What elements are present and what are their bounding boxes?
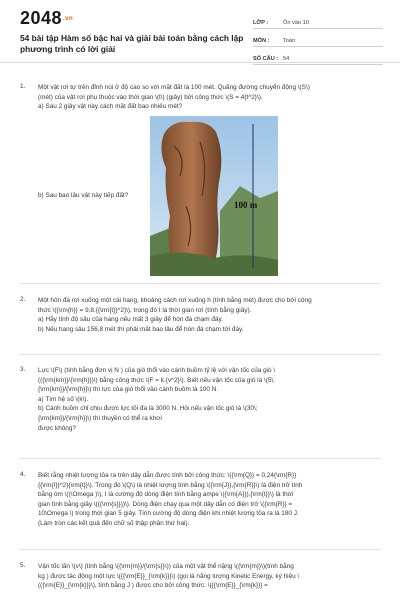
- question-line: gian tính bằng giây \(({\rm{s}}))\). Dòng điện chạy qua một dây dẫn có điện trở \({\rm{R}} =: [38, 500, 293, 508]
- question-1-part-b: b) Sau bao lâu vật này tiếp đất?: [38, 192, 129, 199]
- question-4-text: [38, 471, 383, 529]
- question-divider: [20, 354, 380, 355]
- question-line: Lực \(F\) (tính bằng đơn vị N ) của gió thổi vào cánh buồm tỷ lệ với vận tốc của gió \: [38, 367, 276, 374]
- question-divider: [20, 283, 380, 284]
- question-5-text: [38, 562, 383, 591]
- meta-subject-label: MÔN :: [253, 38, 270, 44]
- brand-name: 2048: [20, 8, 63, 28]
- meta-subject-value: Toán: [283, 38, 296, 44]
- question-line: kg ) được tác động một lực \({{\rm{E}}_{\rm{k}}}\) (gọi là năng lượng Kinetic Energy, ký hiệu \: [38, 572, 300, 580]
- document-title: 54 bài tập Hàm số bậc hai và giải bài toán bằng cách lập phương trình có lời giải: [20, 33, 244, 54]
- question-line: (({\rm{E}}_{\rm{k}}}\), tính bằng J ) được cho bởi công thức: \({{\rm{E}}_{\rm{k}}} =: [38, 582, 268, 590]
- meta-class-label: LỚP :: [253, 20, 269, 26]
- question-divider: [20, 549, 380, 550]
- meta-class-row: [253, 14, 383, 29]
- meta-class-value: Ôn vào 10: [283, 20, 309, 26]
- document-meta: [253, 14, 383, 68]
- question-number: 5.: [20, 562, 26, 569]
- question-line: {{\rm{I}}^2}{\rm{t}}\). Trong đó \(Q\) là nhiệt lượng tính bằng \({\rm{J}},{\rm{R}}\) là điện trở tính: [38, 481, 303, 489]
- question-line: (mét) của vật rơi phụ thuộc vào thời gian \(t\) (giây) bởi công thức \(S = 4{t^2}\).: [38, 93, 263, 101]
- question-line: bằng ôm \((\Omega )\), I là cường độ dòng điện tính bằng ampe \({\rm{A}}),{\rm{t}}\) là thời: [38, 491, 294, 499]
- question-number: 3.: [20, 366, 26, 373]
- question-line: Biết rằng nhiệt lượng tỏa ra trên dây dẫn được tính bởi công thức: \({\rm{Q}} = 0,24{\rm{R}}: [38, 472, 297, 479]
- question-line: b) Cánh buồm chỉ chịu được lực tối đa là 3000 N. Hỏi nếu vận tốc gió là \(30\;: [38, 405, 258, 413]
- question-line: a) Hãy tính độ sâu của hang nếu mất 3 giây để hòn đá chạm đáy.: [38, 316, 223, 324]
- question-number: 1.: [20, 83, 26, 90]
- question-number: 2.: [20, 296, 26, 303]
- meta-subject-row: [253, 32, 383, 47]
- document-header: [0, 0, 400, 63]
- rock-cliff-illustration: [150, 116, 278, 276]
- question-line: b) Nếu hang sâu 156,8 mét thì phải mất bao lâu để hòn đá chạm tới đáy.: [38, 325, 244, 333]
- brand-tld: .vn: [63, 16, 74, 23]
- question-1-text: [38, 83, 383, 112]
- question-3-text: [38, 366, 383, 433]
- question-line: (Làm tròn các kết quả đến chữ số thập phân thứ hai).: [38, 519, 190, 527]
- rock-cliff-photo: [150, 116, 278, 276]
- meta-count-row: [253, 50, 383, 65]
- question-line: Một hòn đá rơi xuống một cái hang, khoảng cách rơi xuống h (tính bằng mét) được cho bởi công: [38, 297, 312, 304]
- height-label: 100 m: [234, 200, 258, 210]
- question-number: 4.: [20, 471, 26, 478]
- site-logo[interactable]: [20, 8, 73, 29]
- question-line: thức \({\rm{h}} = 9,8.{{\rm{t}}^2}\), trong đó t là thời gian rơi (tính bằng giây).: [38, 306, 252, 314]
- question-line: a) Tìm hệ số \(k\).: [38, 395, 89, 403]
- question-line: (({\rm{km}}/{\rm{h}})\) bằng công thức \(F = k.{v^2}\). Biết nếu vận tốc của gió là \(5\;: [38, 376, 275, 384]
- question-line: {\rm{km}}/{\rm{h}}\) thì thuyền có thể ra khơi: [38, 414, 162, 422]
- question-line: được không?: [38, 424, 76, 432]
- question-line: Một vật rơi tự trên đỉnh núi ở độ cao so với mặt đất là 100 mét. Quãng đường chuyển động \(S\): [38, 84, 310, 91]
- question-divider: [20, 458, 380, 459]
- question-line: 10\Omega \) trong thời gian 5 giây. Tính cường độ dòng điện khi nhiệt lượng tỏa ra là 180 J.: [38, 510, 299, 518]
- meta-count-label: SỐ CÂU :: [253, 56, 279, 62]
- question-line: {\rm{km}}/{\rm{h}}\) thì lực của gió thổi vào cánh buồm là 100 N.: [38, 386, 219, 394]
- question-line: a) Sau 2 giây vật này cách mặt đất bao nhiêu mét?: [38, 103, 183, 111]
- meta-count-value: 54: [283, 56, 290, 62]
- question-line: Vận tốc lăn \(v\) (tính bằng \({\rm{m}}/{\rm{s}}\)) của một vật thể nặng \({\rm{m}}\)(tính bằng: [38, 563, 294, 570]
- question-2-text: [38, 296, 383, 334]
